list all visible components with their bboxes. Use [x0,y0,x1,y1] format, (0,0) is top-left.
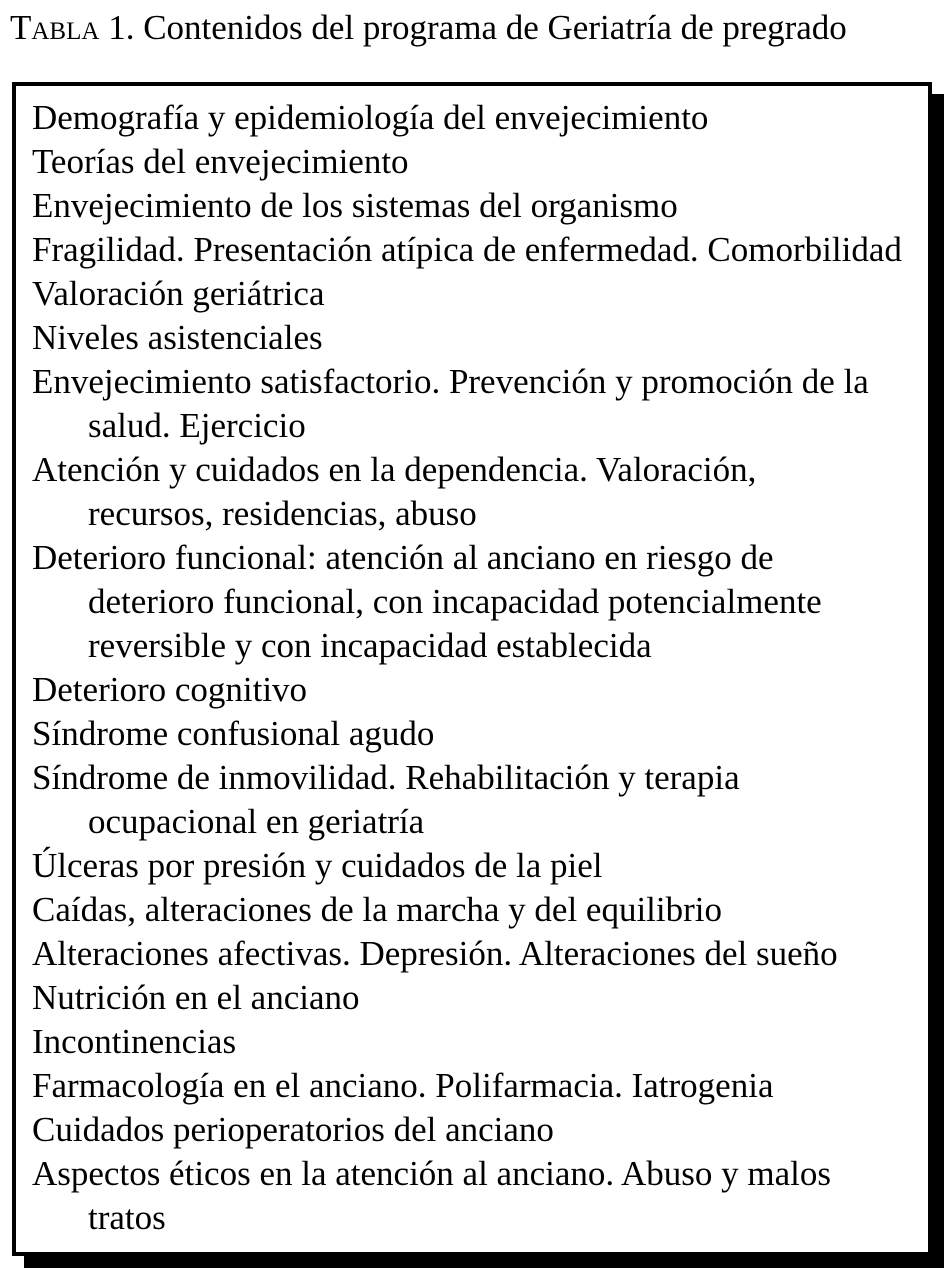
list-item [32,360,916,448]
list-item [32,536,916,668]
topic-line: Síndrome confusional agudo [32,714,435,753]
list-item [32,316,916,360]
topic-line: Envejecimiento de los sistemas del organismo [32,186,678,225]
list-item [32,668,916,712]
table-caption-label: Tabla [10,8,100,47]
topic-line: Fragilidad. Presentación atípica de enfermedad. Comorbilidad [32,230,902,269]
topic-line: Deterioro cognitivo [32,670,308,709]
list-item [32,844,916,888]
list-item [32,888,916,932]
list-item [32,1020,916,1064]
list-item [32,976,916,1020]
list-item [32,1152,916,1240]
topic-line: deterioro funcional, con incapacidad potencialmente [88,582,822,621]
topic-line: Niveles asistenciales [32,318,323,357]
topic-line: Deterioro funcional: atención al anciano en riesgo de [32,538,774,577]
topic-line: Farmacología en el anciano. Polifarmacia. Iatrogenia [32,1066,774,1105]
table-box [12,82,932,1256]
topic-line: Alteraciones afectivas. Depresión. Alteraciones del sueño [32,934,838,973]
list-item [32,96,916,140]
list-item [32,184,916,228]
list-item [32,712,916,756]
topic-line: Demografía y epidemiología del envejecimiento [32,98,709,137]
list-item [32,1108,916,1152]
list-item [32,140,916,184]
topic-line: Úlceras por presión y cuidados de la piel [32,846,603,885]
topic-line: reversible y con incapacidad establecida [88,626,652,665]
topic-line: Nutrición en el anciano [32,978,360,1017]
topic-line: Cuidados perioperatorios del anciano [32,1110,554,1149]
table-caption-text: 1. Contenidos del programa de Geriatría de pregrado [108,8,847,47]
topic-line: Envejecimiento satisfactorio. Prevención y promoción de la [32,362,869,401]
list-item [32,1064,916,1108]
topic-line: tratos [88,1198,166,1237]
list-item [32,272,916,316]
topic-list [32,96,916,1240]
topic-line: Aspectos éticos en la atención al anciano. Abuso y malos [32,1154,831,1193]
topic-line: Síndrome de inmovilidad. Rehabilitación y terapia [32,758,740,797]
list-item [32,448,916,536]
topic-line: salud. Ejercicio [88,406,306,445]
table-caption [10,6,847,50]
list-item [32,756,916,844]
topic-line: Atención y cuidados en la dependencia. Valoración, [32,450,757,489]
list-item [32,932,916,976]
topic-line: Caídas, alteraciones de la marcha y del equilibrio [32,890,723,929]
topic-line: Teorías del envejecimiento [32,142,409,181]
topic-line: ocupacional en geriatría [88,802,425,841]
topic-line: Incontinencias [32,1022,237,1061]
list-item [32,228,916,272]
topic-line: Valoración geriátrica [32,274,325,313]
topic-line: recursos, residencias, abuso [88,494,477,533]
